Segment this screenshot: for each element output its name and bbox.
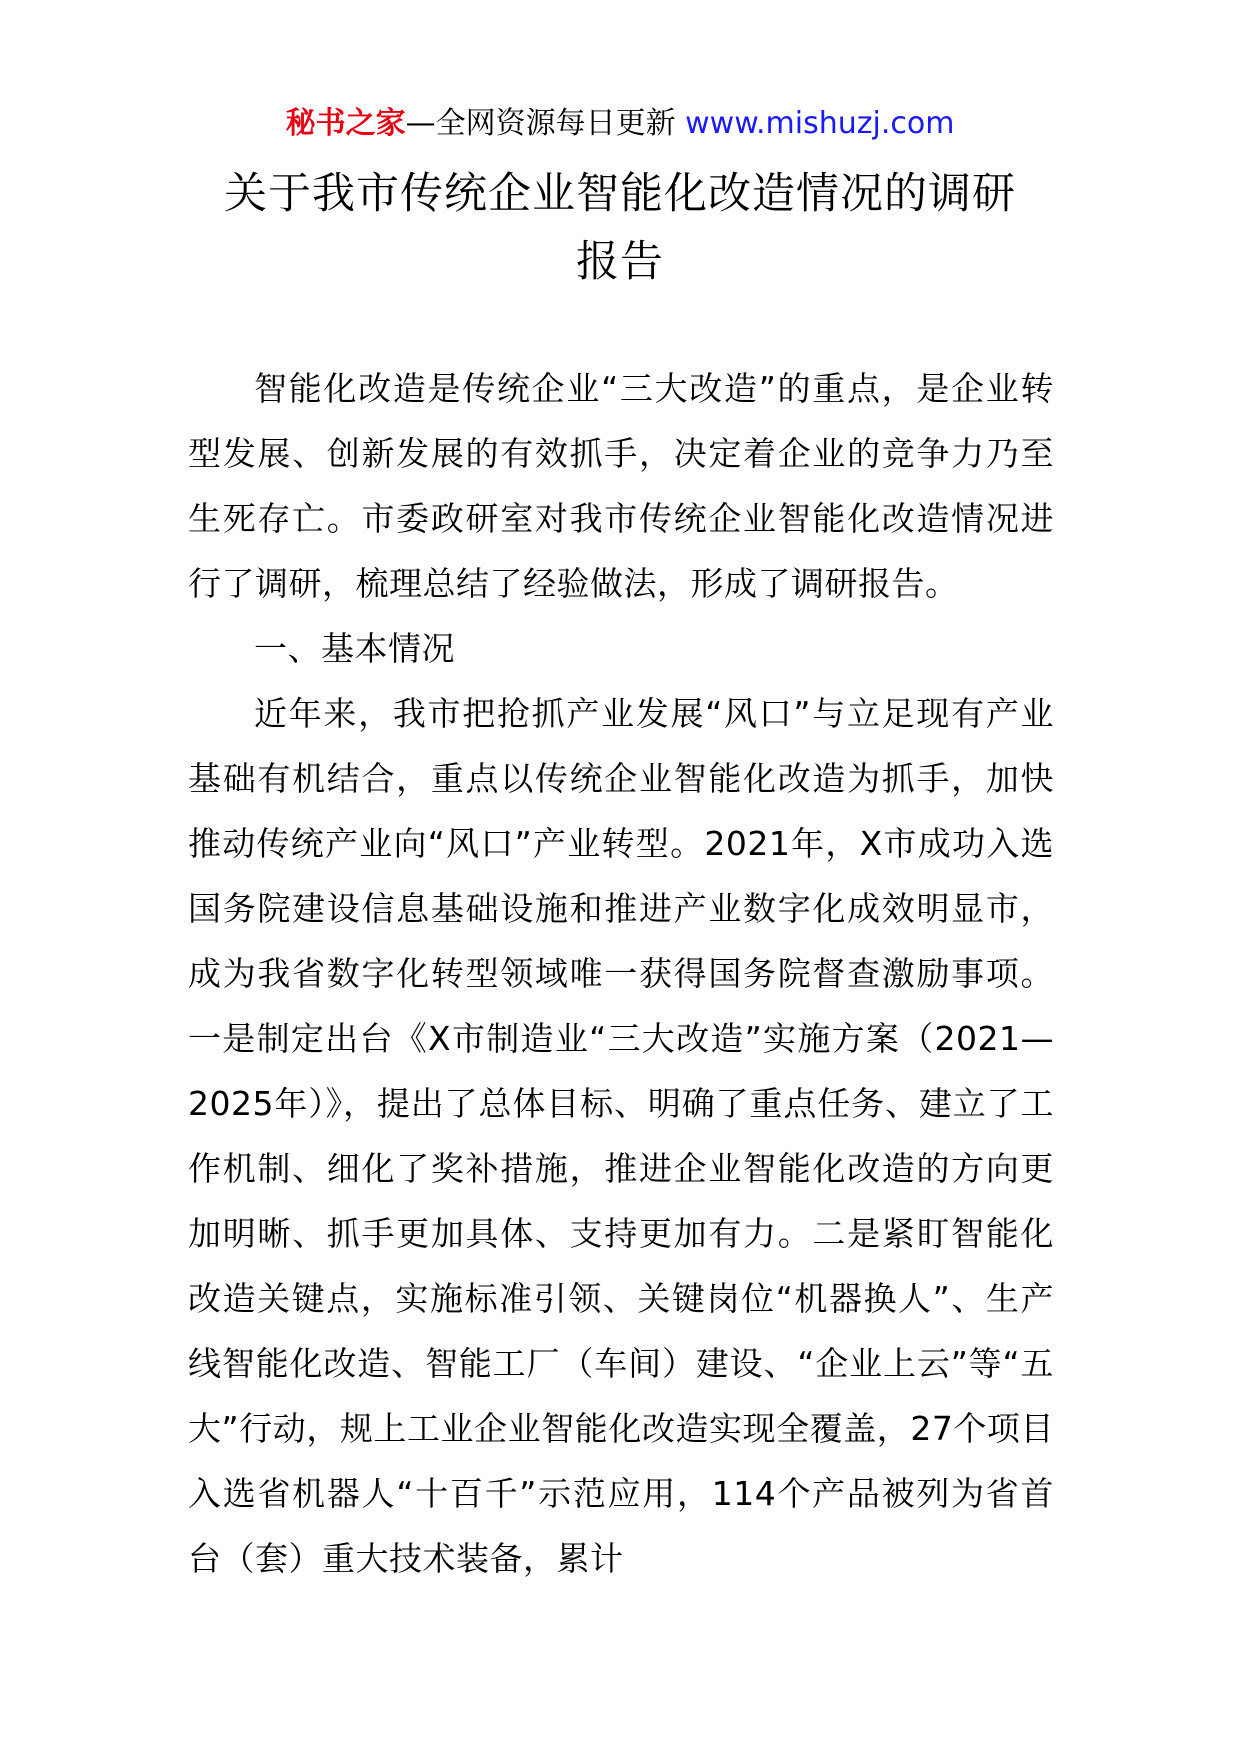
document-title (180, 160, 1060, 296)
document-body (188, 356, 1054, 1591)
section-heading: 一、基本情况 (254, 629, 455, 668)
site-header (0, 104, 1240, 144)
header-tagline: —全网资源每日更新 (405, 106, 686, 141)
brand-name: 秘书之家 (285, 106, 406, 141)
title-line-2: 报告 (576, 237, 664, 287)
body-paragraph: 近年来，我市把抢抓产业发展“风口”与立足现有产业基础有机结合，重点以传统企业智能化改造为抓手，加快推动传统产业向“风口”产业转型。2021年，X市成功入选国务院建设信息基础设施和推进产业数字化成效明显市，成为我省数字化转型领域唯一获得国务院督查激励事项。一是制定出台《X市制造业“三大改造”实施方案（2021—2025年）》，提出了总体目标、明确了重点任务、建立了工作机制、细化了奖补措施，推进企业智能化改造的方向更加明晰、抓手更加具体、支持更加有力。二是紧盯智能化改造关键点，实施标准引领、关键岗位“机器换人”、生产线智能化改造、智能工厂（车间）建设、“企业上云”等“五大”行动，规上工业企业智能化改造实现全覆盖，27个项目入选省机器人“十百千”示范应用，114个产品被列为省首台（套）重大技术装备，累计 (188, 694, 1054, 1578)
site-url-link[interactable]: www.mishuzj.com (685, 106, 955, 141)
intro-paragraph: 智能化改造是传统企业“三大改造”的重点，是企业转型发展、创新发展的有效抓手，决定着企业的竞争力乃至生死存亡。市委政研室对我市传统企业智能化改造情况进行了调研，梳理总结了经验做法，形成了调研报告。 (188, 369, 1054, 603)
title-line-1: 关于我市传统企业智能化改造情况的调研 (224, 169, 1016, 219)
